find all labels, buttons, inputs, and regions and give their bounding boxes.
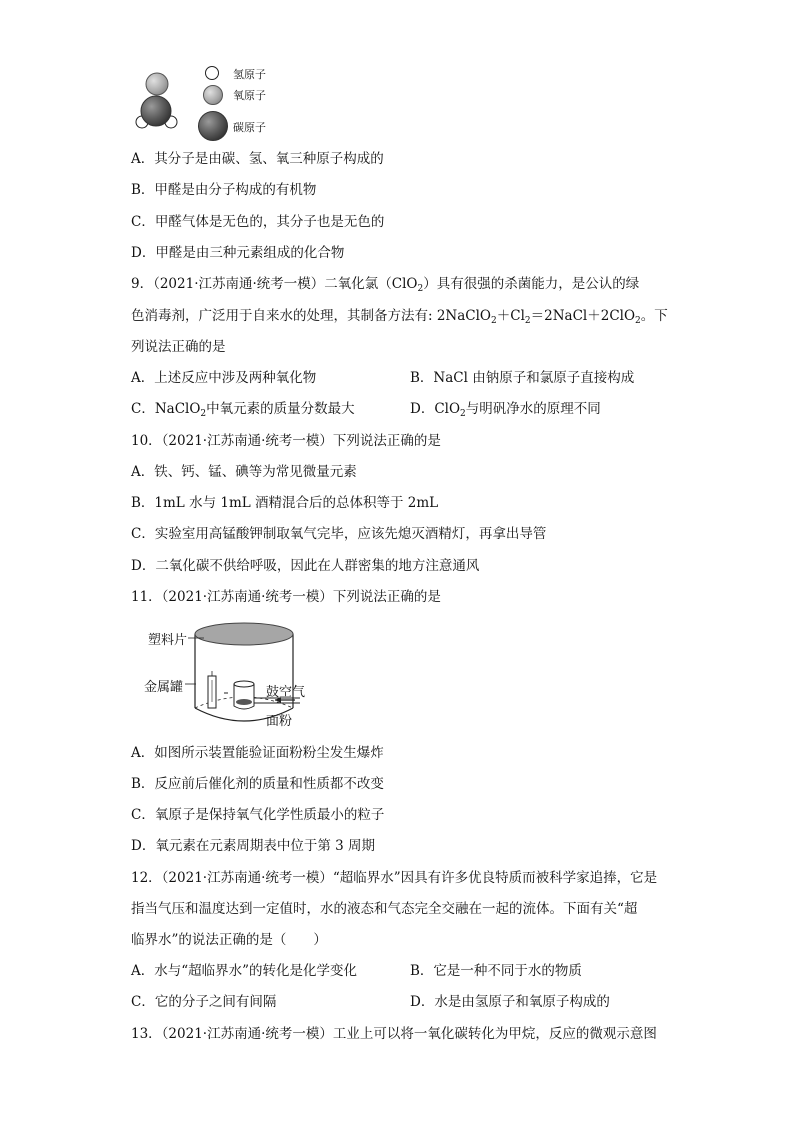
q8-option-b: B．甲醛是由分子构成的有机物: [131, 182, 317, 198]
formaldehyde-molecule-diagram: [130, 62, 200, 134]
q8-option-d: D．甲醛是由三种元素组成的化合物: [131, 245, 345, 261]
flour-cup: [234, 684, 254, 709]
q12-option-d: D．水是由氢原子和氧原子构成的: [410, 994, 610, 1010]
q10-stem: 10．（2021·江苏南通·统考一模）下列说法正确的是: [131, 433, 441, 449]
q12-option-c: C．它的分子之间有间隔: [131, 994, 277, 1010]
label-flour: 面粉: [266, 714, 293, 729]
plastic-lid: [195, 623, 293, 645]
q12-stem-line-2: 指当气压和温度达到一定值时，水的液态和气态完全交融在一起的流体。下面有关“超: [131, 901, 638, 917]
q8-option-a: A．其分子是由碳、氢、氧三种原子构成的: [131, 151, 384, 167]
q9-stem-line-1: 9．（2021·江苏南通·统考一模）二氧化氯（ClO$_2$）具有很强的杀菌能力，是公认的绿: [131, 276, 640, 294]
carbon-legend-icon: [197, 110, 229, 142]
q11-option-b: B．反应前后催化剂的质量和性质都不改变: [131, 776, 384, 792]
q9-option-a: A．上述反应中涉及两种氧化物: [131, 370, 317, 386]
q9-option-c: C．NaClO$_2$中氧元素的质量分数最大: [131, 401, 355, 419]
q11-option-d: D．氧元素在元素周期表中位于第 3 周期: [131, 838, 375, 854]
label-plastic-sheet: 塑料片: [148, 633, 188, 648]
hydrogen-legend-icon: [204, 65, 220, 81]
q9-option-b: B．NaCl 由钠原子和氯原子直接构成: [410, 370, 635, 386]
q9-stem-line-3: 列说法正确的是: [131, 339, 226, 355]
q9-option-d: D．ClO$_2$与明矾净水的原理不同: [410, 401, 601, 419]
legend-hydrogen-label: 氢原子: [233, 68, 266, 81]
q10-option-b: B．1mL 水与 1mL 酒精混合后的总体积等于 2mL: [131, 495, 439, 511]
q9-stem-line-2: 色消毒剂，广泛用于自来水的处理，其制备方法有: $2NaClO_2+Cl_2=2NaCl+2ClO_2$。下: [131, 308, 668, 326]
q12-option-a: A．水与“超临界水”的转化是化学变化: [131, 963, 358, 979]
q8-option-c: C．甲醛气体是无色的，其分子也是无色的: [131, 214, 385, 230]
q11-option-c: C．氧原子是保持氧气化学性质最小的粒子: [131, 807, 385, 823]
legend-carbon-label: 碳原子: [233, 121, 266, 134]
q13-stem: 13．（2021·江苏南通·统考一模）工业上可以将一氧化碳转化为甲烷，反应的微观示意图: [131, 1026, 657, 1042]
q10-option-d: D．二氧化碳不供给呼吸，因此在人群密集的地方注意通风: [131, 558, 480, 574]
label-metal-can: 金属罐: [144, 680, 184, 695]
carbon-atom: [141, 96, 171, 126]
q12-option-b: B．它是一种不同于水的物质: [410, 963, 582, 979]
oxygen-legend-icon: [202, 84, 224, 106]
label-blow-air: 鼓空气: [266, 685, 306, 700]
q12-stem-line-3: 临界水”的说法正确的是（ ）: [131, 932, 327, 948]
q10-option-a: A．铁、钙、锰、碘等为常见微量元素: [131, 464, 357, 480]
q10-option-c: C．实验室用高锰酸钾制取氧气完毕，应该先熄灭酒精灯，再拿出导管: [131, 526, 547, 542]
q11-stem: 11．（2021·江苏南通·统考一模）下列说法正确的是: [131, 589, 441, 605]
q12-stem-line-1: 12．（2021·江苏南通·统考一模）“超临界水”因具有许多优良特质而被科学家追捧，它是: [131, 870, 658, 886]
legend-oxygen-label: 氧原子: [233, 89, 266, 102]
oxygen-atom: [146, 73, 168, 95]
q11-option-a: A．如图所示装置能验证面粉粉尘发生爆炸: [131, 745, 384, 761]
